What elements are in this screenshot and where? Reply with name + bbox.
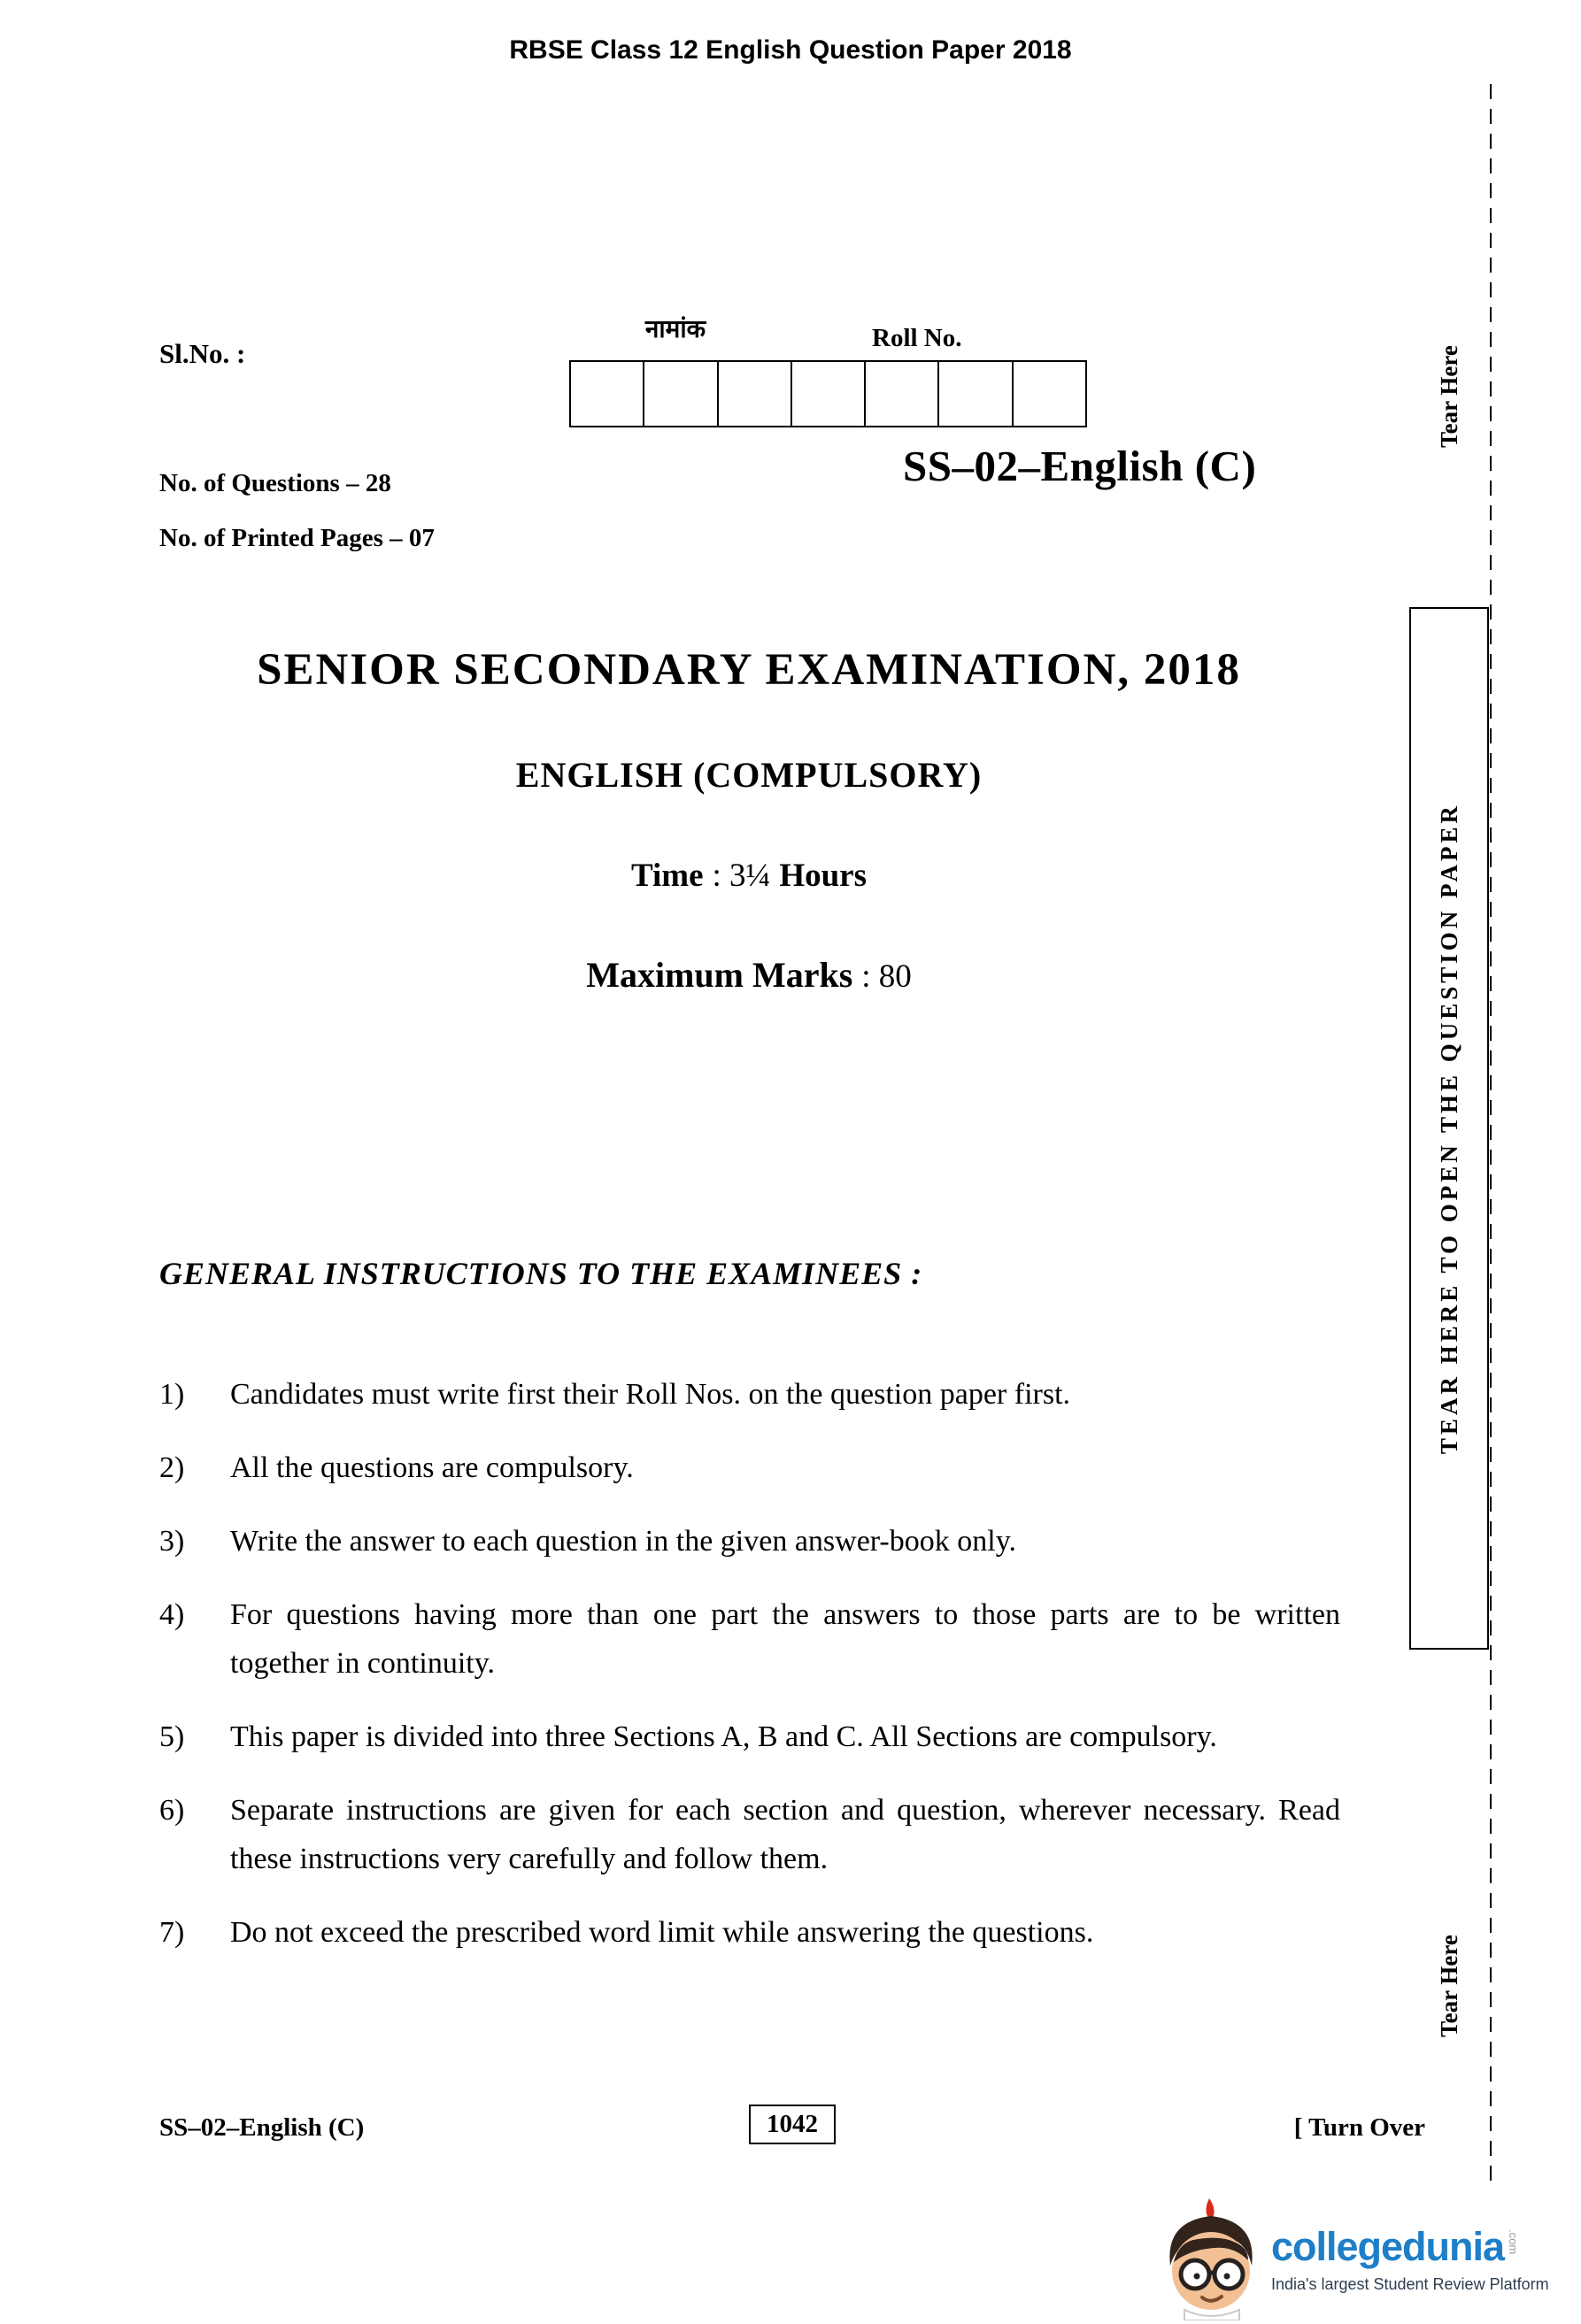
instruction-number: 7) — [159, 1916, 185, 1949]
instruction-text: This paper is divided into three Sections A, B and C. All Sections are compulsory. — [230, 1720, 1217, 1753]
roll-box — [571, 362, 644, 426]
instruction-number: 2) — [159, 1451, 185, 1484]
page-title: RBSE Class 12 English Question Paper 2018 — [509, 35, 1072, 65]
time-value: : 3¼ — [712, 858, 771, 894]
tear-strip-label: TEAR HERE TO OPEN THE QUESTION PAPER — [1436, 802, 1462, 1455]
instruction-text: Separate instructions are given for each section and question, wherever necessary. Read these instructions very carefully and follow them. — [230, 1794, 1340, 1875]
roll-box — [866, 362, 939, 426]
exam-title: SENIOR SECONDARY EXAMINATION, 2018 — [257, 645, 1241, 695]
instruction-number: 3) — [159, 1525, 185, 1558]
footer-paper-code: SS–02–English (C) — [159, 2113, 365, 2142]
paper-code-heading: SS–02–English (C) — [903, 442, 1257, 490]
num-questions-label: No. of Questions – 28 — [159, 469, 391, 497]
instruction-number: 6) — [159, 1794, 185, 1827]
instruction-item — [159, 1712, 1340, 1761]
time-unit: Hours — [779, 858, 867, 894]
tear-here-top-label: Tear Here — [1436, 345, 1462, 448]
brand-tld: .com — [1507, 2228, 1521, 2254]
instruction-item — [159, 1443, 1340, 1492]
roll-number-grid — [569, 360, 1087, 427]
brand-tagline: India's largest Student Review Platform — [1271, 2274, 1549, 2293]
instruction-text: All the questions are compulsory. — [230, 1451, 634, 1484]
roll-box — [792, 362, 866, 426]
marks-line — [159, 954, 1338, 996]
roll-box — [939, 362, 1013, 426]
instruction-text: Candidates must write first their Roll Nos. on the question paper first. — [230, 1378, 1071, 1411]
instruction-item — [159, 1908, 1340, 1957]
instruction-item — [159, 1370, 1340, 1419]
marks-value: : 80 — [861, 958, 912, 995]
marks-label: Maximum Marks — [586, 955, 853, 995]
collegedunia-logo — [1160, 2197, 1549, 2320]
roll-box — [644, 362, 718, 426]
instruction-item — [159, 1517, 1340, 1566]
footer-page-number: 1042 — [749, 2105, 836, 2144]
logo-text — [1271, 2224, 1549, 2294]
num-pages-label: No. of Printed Pages – 07 — [159, 524, 435, 552]
instruction-text: Do not exceed the prescribed word limit while answering the questions. — [230, 1916, 1094, 1949]
time-label: Time — [630, 858, 704, 894]
instruction-number: 5) — [159, 1720, 185, 1753]
collegedunia-mascot-icon — [1160, 2197, 1262, 2320]
subject-title: ENGLISH (COMPULSORY) — [515, 755, 983, 795]
tear-dashed-line — [1490, 84, 1492, 2182]
brand-name: collegedunia — [1271, 2223, 1505, 2269]
roll-box — [1014, 362, 1085, 426]
serial-number-label: Sl.No. : — [159, 338, 246, 369]
roll-no-label: Roll No. — [872, 324, 962, 352]
instructions-list — [159, 1370, 1340, 1982]
roll-box — [719, 362, 792, 426]
instruction-item — [159, 1786, 1340, 1883]
namank-label: नामांक — [644, 316, 706, 343]
instruction-number: 1) — [159, 1378, 185, 1411]
tear-strip-box — [1409, 607, 1489, 1650]
instruction-text: For questions having more than one part the answers to those parts are to be written together in continuity. — [230, 1598, 1340, 1680]
time-line — [159, 857, 1338, 895]
instruction-text: Write the answer to each question in the given answer-book only. — [230, 1525, 1016, 1558]
instructions-heading: GENERAL INSTRUCTIONS TO THE EXAMINEES : — [159, 1256, 923, 1291]
instruction-item — [159, 1590, 1340, 1688]
instruction-number: 4) — [159, 1598, 185, 1631]
turn-over-label: [ Turn Over — [1293, 2113, 1425, 2142]
tear-here-bottom-label: Tear Here — [1436, 1935, 1462, 2037]
